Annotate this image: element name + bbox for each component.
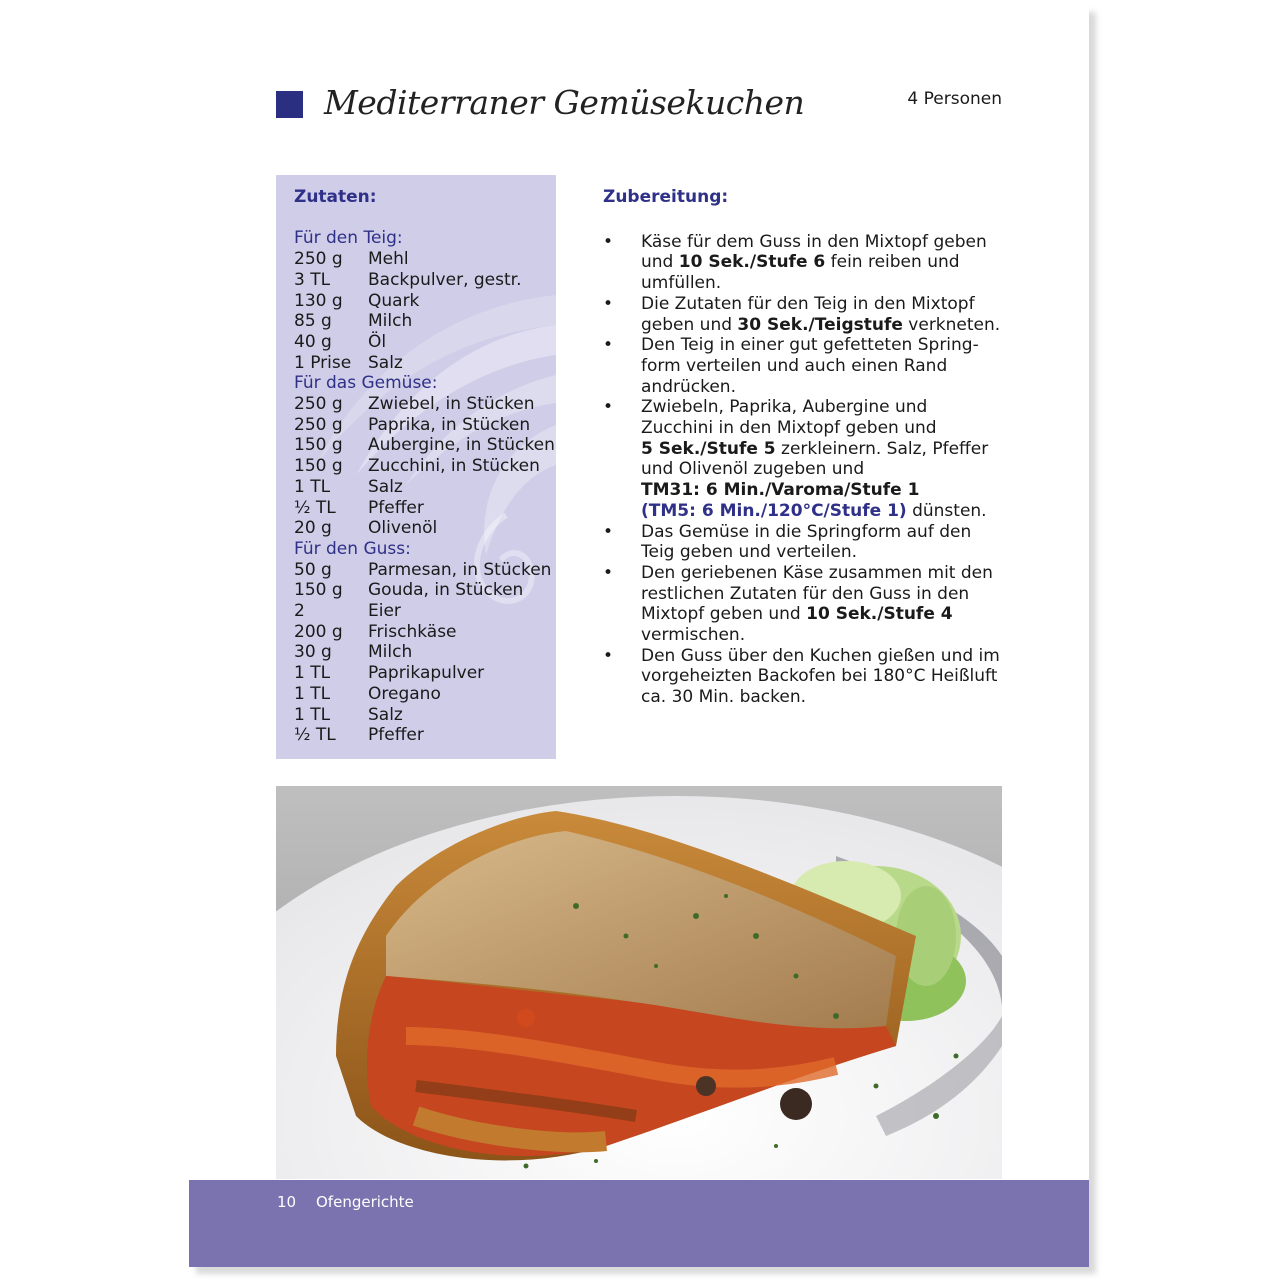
bullet-icon: • <box>603 521 614 542</box>
step-text: Zwiebeln, Paprika, Aubergine und Zucchini in den Mixtopf geben und <box>641 397 937 439</box>
step-text: vermischen. <box>641 625 746 646</box>
ingredient-group-title: Für das Gemüse: <box>294 373 438 394</box>
ingredient-name: Aubergine, in Stücken <box>368 435 555 456</box>
step-setting-text: 5 Sek./Stufe 5 <box>641 438 776 459</box>
ingredient-name: Quark <box>368 290 420 311</box>
step-setting-text: (TM5: 6 Min./120°C/Stufe 1) <box>641 500 907 521</box>
step-text: Das Gemüse in die Springform auf den Teig geben und verteilen. <box>641 521 972 563</box>
recipe-photo <box>276 786 1002 1179</box>
page-footer <box>189 1180 1089 1267</box>
preparation-step <box>603 522 1003 563</box>
ingredient-row <box>294 415 556 436</box>
ingredient-name: Frischkäse <box>368 621 457 642</box>
recipe-page <box>189 5 1089 1267</box>
ingredient-row <box>294 332 556 353</box>
step-text: fein reiben und umfüllen. <box>641 252 960 294</box>
preparation-step <box>603 232 1003 294</box>
ingredient-row <box>294 705 556 726</box>
ingredient-quantity: 250 g <box>294 414 343 435</box>
ingredient-name: Gouda, in Stücken <box>368 580 524 601</box>
ingredient-group-title: Für den Guss: <box>294 538 411 559</box>
section-name: Ofengerichte <box>316 1193 414 1211</box>
ingredient-row <box>294 291 556 312</box>
step-text: dünsten. <box>906 500 987 521</box>
ingredient-quantity: 20 g <box>294 518 332 539</box>
ingredient-row <box>294 663 556 684</box>
step-text: Den Teig in einer gut gefetteten Spring- form verteilen und auch einen Rand andrücken. <box>641 335 979 397</box>
ingredient-row <box>294 518 556 539</box>
ingredient-quantity: 3 TL <box>294 269 331 290</box>
ingredient-quantity: 50 g <box>294 559 332 580</box>
ingredient-name: Zucchini, in Stücken <box>368 456 540 477</box>
ingredient-quantity: 1 TL <box>294 663 331 684</box>
ingredient-name: Paprikapulver <box>368 663 485 684</box>
ingredient-quantity: 150 g <box>294 435 343 456</box>
ingredient-name: Eier <box>368 601 401 622</box>
preparation-section <box>603 187 1003 708</box>
ingredient-quantity: 40 g <box>294 331 332 352</box>
ingredient-quantity: 85 g <box>294 311 332 332</box>
bullet-icon: • <box>603 335 614 356</box>
ingredient-row <box>294 498 556 519</box>
ingredient-row <box>294 725 556 746</box>
ingredient-row <box>294 270 556 291</box>
ingredient-quantity: 130 g <box>294 290 343 311</box>
step-setting-text: 10 Sek./Stufe 6 <box>678 252 826 273</box>
step-text: Die Zutaten für den Teig in den Mixtopf geben und <box>641 293 975 335</box>
ingredient-quantity: 1 TL <box>294 683 331 704</box>
preparation-step <box>603 294 1003 335</box>
bullet-icon: • <box>603 645 614 666</box>
ingredient-row <box>294 580 556 601</box>
preparation-step <box>603 397 1003 521</box>
ingredient-row <box>294 456 556 477</box>
ingredient-name: Salz <box>368 352 403 373</box>
ingredient-quantity: 150 g <box>294 456 343 477</box>
ingredient-name: Salz <box>368 704 403 725</box>
ingredient-name: Milch <box>368 642 413 663</box>
recipe-title: Mediterraner Gemüsekuchen <box>324 83 805 122</box>
ingredient-name: Zwiebel, in Stücken <box>368 394 535 415</box>
ingredient-row <box>294 249 556 270</box>
step-setting-text: TM31: 6 Min./Varoma/Stufe 1 <box>641 480 920 501</box>
ingredient-row <box>294 642 556 663</box>
servings-label: 4 Personen <box>907 89 1002 109</box>
bullet-icon: • <box>603 397 614 418</box>
step-text: zerkleinern. Salz, Pfeffer und Olivenöl zugeben und <box>641 438 989 480</box>
ingredients-heading: Zutaten: <box>294 187 377 207</box>
ingredient-quantity: ½ TL <box>294 725 336 746</box>
step-text: Käse für dem Guss in den Mixtopf geben und <box>641 231 987 273</box>
ingredient-quantity: 250 g <box>294 394 343 415</box>
step-setting-text: 30 Sek./Teigstufe <box>737 314 903 335</box>
ingredient-row <box>294 477 556 498</box>
ingredient-name: Paprika, in Stücken <box>368 414 531 435</box>
ingredient-quantity: 1 Prise <box>294 352 352 373</box>
ingredient-group-title: Für den Teig: <box>294 228 403 249</box>
ingredient-quantity: 200 g <box>294 621 343 642</box>
bullet-icon: • <box>603 293 614 314</box>
preparation-step <box>603 646 1003 708</box>
title-square-icon <box>276 91 303 118</box>
ingredient-quantity: 1 TL <box>294 476 331 497</box>
ingredient-quantity: 250 g <box>294 249 343 270</box>
preparation-heading: Zubereitung: <box>603 187 729 207</box>
ingredient-name: Backpulver, gestr. <box>368 269 522 290</box>
step-text: Den Guss über den Kuchen gießen und im vorgeheizten Backofen bei 180°C Heißluft ca. 30 Min. backen. <box>641 645 1000 708</box>
ingredient-name: Salz <box>368 476 403 497</box>
ingredient-quantity: ½ TL <box>294 497 336 518</box>
ingredient-name: Mehl <box>368 249 409 270</box>
ingredient-name: Milch <box>368 311 413 332</box>
ingredient-row <box>294 560 556 581</box>
ingredient-name: Parmesan, in Stücken <box>368 559 552 580</box>
ingredient-quantity: 2 <box>294 601 305 622</box>
ingredient-name: Olivenöl <box>368 518 438 539</box>
bullet-icon: • <box>603 231 614 252</box>
preparation-steps <box>603 232 1003 708</box>
ingredient-name: Pfeffer <box>368 725 424 746</box>
ingredient-row <box>294 394 556 415</box>
page-number: 10 <box>277 1193 297 1211</box>
preparation-step <box>603 563 1003 646</box>
ingredients-list <box>294 187 556 746</box>
bullet-icon: • <box>603 562 614 583</box>
step-text: Den geriebenen Käse zusammen mit den restlichen Zutaten für den Guss in den Mixtopf geben und <box>641 562 993 625</box>
ingredient-quantity: 30 g <box>294 642 332 663</box>
ingredient-row <box>294 684 556 705</box>
ingredient-name: Pfeffer <box>368 497 424 518</box>
ingredient-row <box>294 601 556 622</box>
ingredient-row <box>294 622 556 643</box>
ingredient-row <box>294 435 556 456</box>
step-setting-text: 10 Sek./Stufe 4 <box>806 604 953 625</box>
ingredient-quantity: 150 g <box>294 580 343 601</box>
ingredient-row <box>294 311 556 332</box>
ingredient-name: Oregano <box>368 683 441 704</box>
ingredient-row <box>294 353 556 374</box>
ingredients-box <box>276 175 556 759</box>
preparation-step <box>603 335 1003 397</box>
ingredient-name: Öl <box>368 331 387 352</box>
step-text: verkneten. <box>902 314 1001 335</box>
ingredient-quantity: 1 TL <box>294 704 331 725</box>
